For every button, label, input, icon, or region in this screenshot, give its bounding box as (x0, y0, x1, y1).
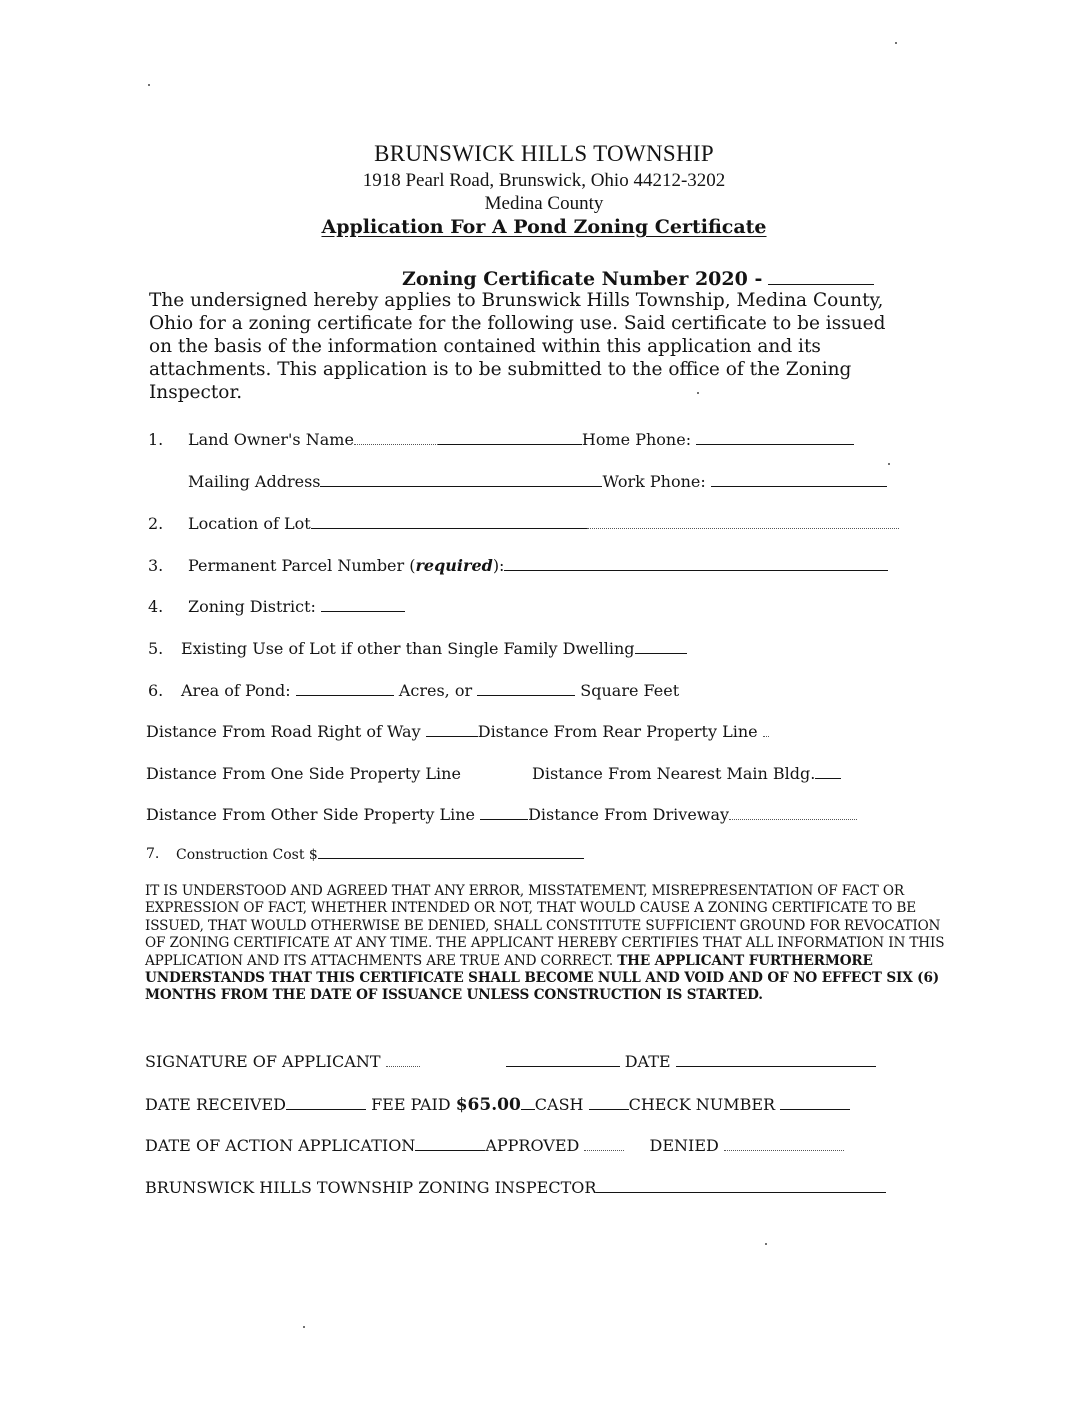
certificate-number-field[interactable] (768, 266, 874, 285)
distance-road-field[interactable] (426, 722, 478, 737)
intro-paragraph: The undersigned hereby applies to Brunswick Hills Township, Medina County, Ohio for a zoning certificate for the following use. Said certificate to be issued on the basis of the information contained within this application and its attachments. This application is to be submitted to the office of the Zoning Inspector. (149, 290, 886, 403)
application-title (0, 216, 1088, 238)
parcel-required-label: required (415, 556, 493, 575)
action-row (145, 1136, 844, 1155)
distance-road-row (146, 722, 769, 741)
check-number-label: CHECK NUMBER (628, 1095, 776, 1114)
square-feet-label: Square Feet (580, 681, 680, 700)
acres-or-label: Acres, or (398, 681, 473, 700)
check-number-field[interactable] (780, 1095, 850, 1110)
pond-area-label: Area of Pond: (181, 681, 291, 700)
land-owner-dots (354, 430, 438, 445)
item-number-3: 3. (148, 556, 164, 575)
distance-main-bldg-field[interactable] (815, 764, 841, 779)
distance-main-bldg-label: Distance From Nearest Main Bldg. (532, 764, 816, 783)
existing-use-label: Existing Use of Lot if other than Single Family Dwelling (181, 639, 635, 658)
legal-statement-regular: IT IS UNDERSTOOD AND AGREED THAT ANY ERROR, MISSTATEMENT, MISREPRESENTATION OF FACT OR EXPRESSION OF FACT, WHETHER INTENDED OR NOT, THAT WOULD CAUSE A ZONING CERTIFICATE TO BE ISSUED, THAT WOULD OTHERWISE BE DENIED, SHALL CONSTITUTE SUFFICIENT GROUND FOR REVOCATION OF ZONING CERTIFICATE AT ANY TIME. THE APPLICANT HEREBY CERTIFIES THAT ALL INFORMATION IN THIS APPLICATION AND ITS ATTACHMENTS ARE TRUE AND CORRECT. (145, 883, 945, 969)
distance-rear-label: Distance From Rear Property Line (477, 722, 758, 741)
distance-road-label: Distance From Road Right of Way (146, 722, 421, 741)
inspector-row (145, 1178, 886, 1197)
date-received-field[interactable] (286, 1095, 366, 1110)
mailing-address-label: Mailing Address (188, 472, 321, 491)
mailing-address-field[interactable] (320, 472, 602, 487)
scan-speck (895, 42, 897, 44)
denied-label: DENIED (649, 1136, 719, 1155)
land-owner-label: Land Owner's Name (188, 430, 354, 449)
location-dots (587, 514, 899, 529)
work-phone-field[interactable] (711, 472, 887, 487)
signature-field[interactable] (506, 1052, 620, 1067)
distance-rear-field[interactable] (763, 722, 769, 737)
home-phone-label: Home Phone: (581, 430, 692, 449)
date-of-action-label: DATE OF ACTION APPLICATION (145, 1136, 416, 1155)
fee-row (145, 1095, 850, 1115)
parcel-label-prefix: Permanent Parcel Number ( (188, 556, 416, 575)
existing-use-field[interactable] (635, 639, 687, 654)
mailing-address-row (188, 472, 887, 491)
denied-field[interactable] (724, 1136, 844, 1151)
county-name: Medina County (484, 193, 604, 214)
zoning-district-label: Zoning District: (188, 597, 316, 616)
certificate-number (402, 266, 874, 290)
fee-amount-underline (521, 1095, 535, 1110)
location-row (188, 514, 899, 533)
distance-other-side-field[interactable] (480, 805, 528, 820)
scan-speck (765, 1243, 767, 1245)
pond-area-row (181, 681, 679, 700)
work-phone-label: Work Phone: (602, 472, 706, 491)
fee-amount: $65.00 (455, 1095, 521, 1115)
item-number-5: 5. (148, 639, 164, 658)
scan-speck (697, 392, 699, 394)
land-owner-field[interactable] (438, 430, 582, 445)
item-number-1: 1. (148, 430, 164, 449)
distance-one-side-label: Distance From One Side Property Line (146, 764, 461, 783)
distance-driveway-label: Distance From Driveway (528, 805, 730, 824)
approved-field[interactable] (584, 1136, 624, 1151)
location-label: Location of Lot (188, 514, 311, 533)
legal-statement (145, 883, 955, 1005)
scan-speck (148, 84, 150, 86)
item-number-6: 6. (148, 681, 164, 700)
date-received-label: DATE RECEIVED (145, 1095, 286, 1114)
item-number-7: 7. (146, 846, 160, 862)
township-address: 1918 Pearl Road, Brunswick, Ohio 44212-3202 (362, 170, 726, 191)
item-number-2: 2. (148, 514, 164, 533)
pond-acres-field[interactable] (296, 681, 394, 696)
signature-date-field[interactable] (676, 1052, 876, 1067)
legal-statement-bold: THE APPLICANT FURTHERMORE UNDERSTANDS THAT THIS CERTIFICATE SHALL BECOME NULL AND VOID AND OF NO EFFECT SIX (6) MONTHS FROM THE DATE OF ISSUANCE UNLESS CONSTRUCTION IS STARTED. (145, 952, 940, 1004)
signature-date-label: DATE (624, 1052, 671, 1071)
certificate-number-label: Zoning Certificate Number 2020 - (402, 268, 763, 290)
signature-row (145, 1052, 876, 1071)
construction-cost-label: Construction Cost $ (176, 847, 318, 863)
signature-label: SIGNATURE OF APPLICANT (145, 1052, 381, 1071)
parcel-label-suffix: ): (492, 556, 505, 575)
existing-use-row (181, 639, 687, 658)
item-number-4: 4. (148, 597, 164, 616)
parcel-row (188, 556, 888, 575)
signature-dots (386, 1052, 420, 1067)
construction-cost-row (176, 846, 584, 863)
distance-other-side-row (146, 805, 857, 824)
parcel-number-field[interactable] (504, 556, 888, 571)
inspector-label: BRUNSWICK HILLS TOWNSHIP ZONING INSPECTOR (145, 1178, 597, 1197)
location-field[interactable] (311, 514, 587, 529)
zoning-district-field[interactable] (321, 597, 405, 612)
scan-speck (888, 463, 890, 465)
distance-side-row (146, 764, 841, 783)
township-title: BRUNSWICK HILLS TOWNSHIP (374, 141, 714, 166)
scan-speck (303, 1326, 305, 1328)
application-title-text: Application For A Pond Zoning Certificate (321, 216, 767, 238)
pond-square-feet-field[interactable] (477, 681, 575, 696)
distance-driveway-field[interactable] (729, 805, 857, 820)
date-of-action-field[interactable] (415, 1136, 485, 1151)
approved-label: APPROVED (485, 1136, 580, 1155)
cash-field[interactable] (589, 1095, 629, 1110)
construction-cost-field[interactable] (318, 846, 584, 859)
fee-paid-label: FEE PAID (371, 1095, 451, 1114)
home-phone-field[interactable] (696, 430, 854, 445)
inspector-signature-field[interactable] (596, 1178, 886, 1193)
cash-label: CASH (534, 1095, 584, 1114)
distance-other-side-label: Distance From Other Side Property Line (146, 805, 475, 824)
zoning-district-row (188, 597, 405, 616)
land-owner-row (188, 430, 854, 449)
